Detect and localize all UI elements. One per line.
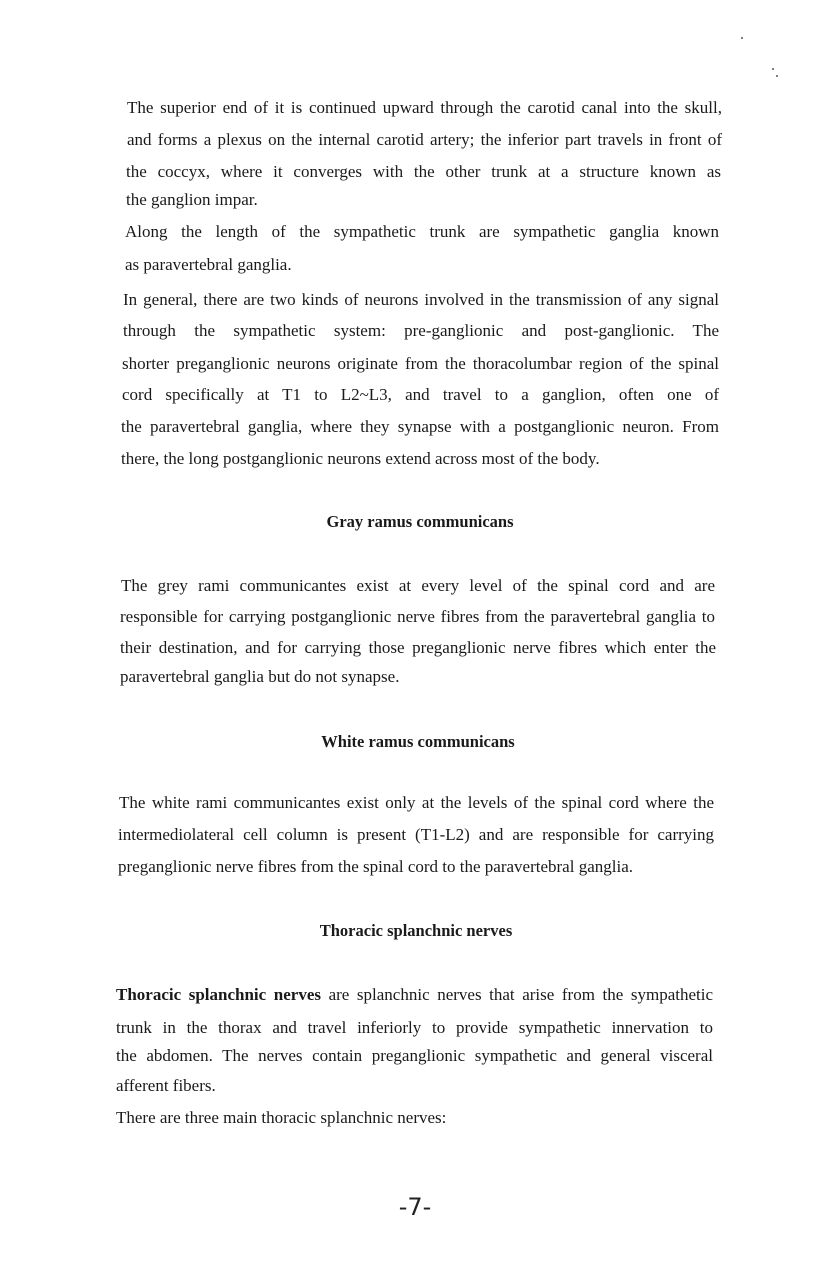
scan-speck [772, 68, 774, 70]
text-line: paravertebral ganglia but do not synapse. [120, 667, 400, 686]
text-line: trunk in the thorax and travel inferiorly to provide sympathetic innervation to [116, 1018, 713, 1037]
text-line: The superior end of it is continued upward through the carotid canal into the skull, [127, 98, 722, 117]
text-line: the ganglion impar. [126, 190, 258, 209]
text-line: there, the long postganglionic neurons extend across most of the body. [121, 449, 600, 468]
text-line: shorter preganglionic neurons originate from the thoracolumbar region of the spinal [122, 354, 719, 373]
text-line: the abdomen. The nerves contain preganglionic sympathetic and general visceral [116, 1046, 713, 1065]
scan-speck [776, 75, 778, 77]
scan-speck [741, 37, 743, 39]
text-line: their destination, and for carrying those preganglionic nerve fibres which enter the [120, 638, 716, 657]
page-number: -7- [398, 1193, 432, 1221]
text-line: the paravertebral ganglia, where they synapse with a postganglionic neuron. From [121, 417, 719, 436]
text-line: cord specifically at T1 to L2~L3, and travel to a ganglion, often one of [122, 385, 719, 404]
text-line: as paravertebral ganglia. [125, 255, 292, 274]
bold-term: Thoracic splanchnic nerves [116, 985, 321, 1004]
text-line: responsible for carrying postganglionic nerve fibres from the paravertebral ganglia to [120, 607, 715, 626]
section-heading-white: White ramus communicans [321, 732, 515, 751]
text-line: afferent fibers. [116, 1076, 216, 1095]
section-heading-thoracic: Thoracic splanchnic nerves [319, 921, 513, 940]
text-line: through the sympathetic system: pre-ganglionic and post-ganglionic. The [123, 321, 719, 340]
text-line: There are three main thoracic splanchnic nerves: [116, 1108, 447, 1127]
text-line: In general, there are two kinds of neurons involved in the transmission of any signal [123, 290, 719, 309]
text-line: intermediolateral cell column is present (T1-L2) and are responsible for carrying [118, 825, 714, 844]
text-line: The grey rami communicantes exist at every level of the spinal cord and are [121, 576, 715, 595]
text-span: are splanchnic nerves that arise from the sympathetic [321, 985, 713, 1004]
section-heading-gray: Gray ramus communicans [326, 512, 514, 531]
text-line: preganglionic nerve fibres from the spinal cord to the paravertebral ganglia. [118, 857, 633, 876]
text-line: The white rami communicantes exist only at the levels of the spinal cord where the [119, 793, 714, 812]
text-line: the coccyx, where it converges with the other trunk at a structure known as [126, 162, 721, 181]
text-line: and forms a plexus on the internal carotid artery; the inferior part travels in front of [127, 130, 722, 149]
text-line [116, 984, 713, 1006]
text-line: Along the length of the sympathetic trunk are sympathetic ganglia known [125, 222, 719, 241]
